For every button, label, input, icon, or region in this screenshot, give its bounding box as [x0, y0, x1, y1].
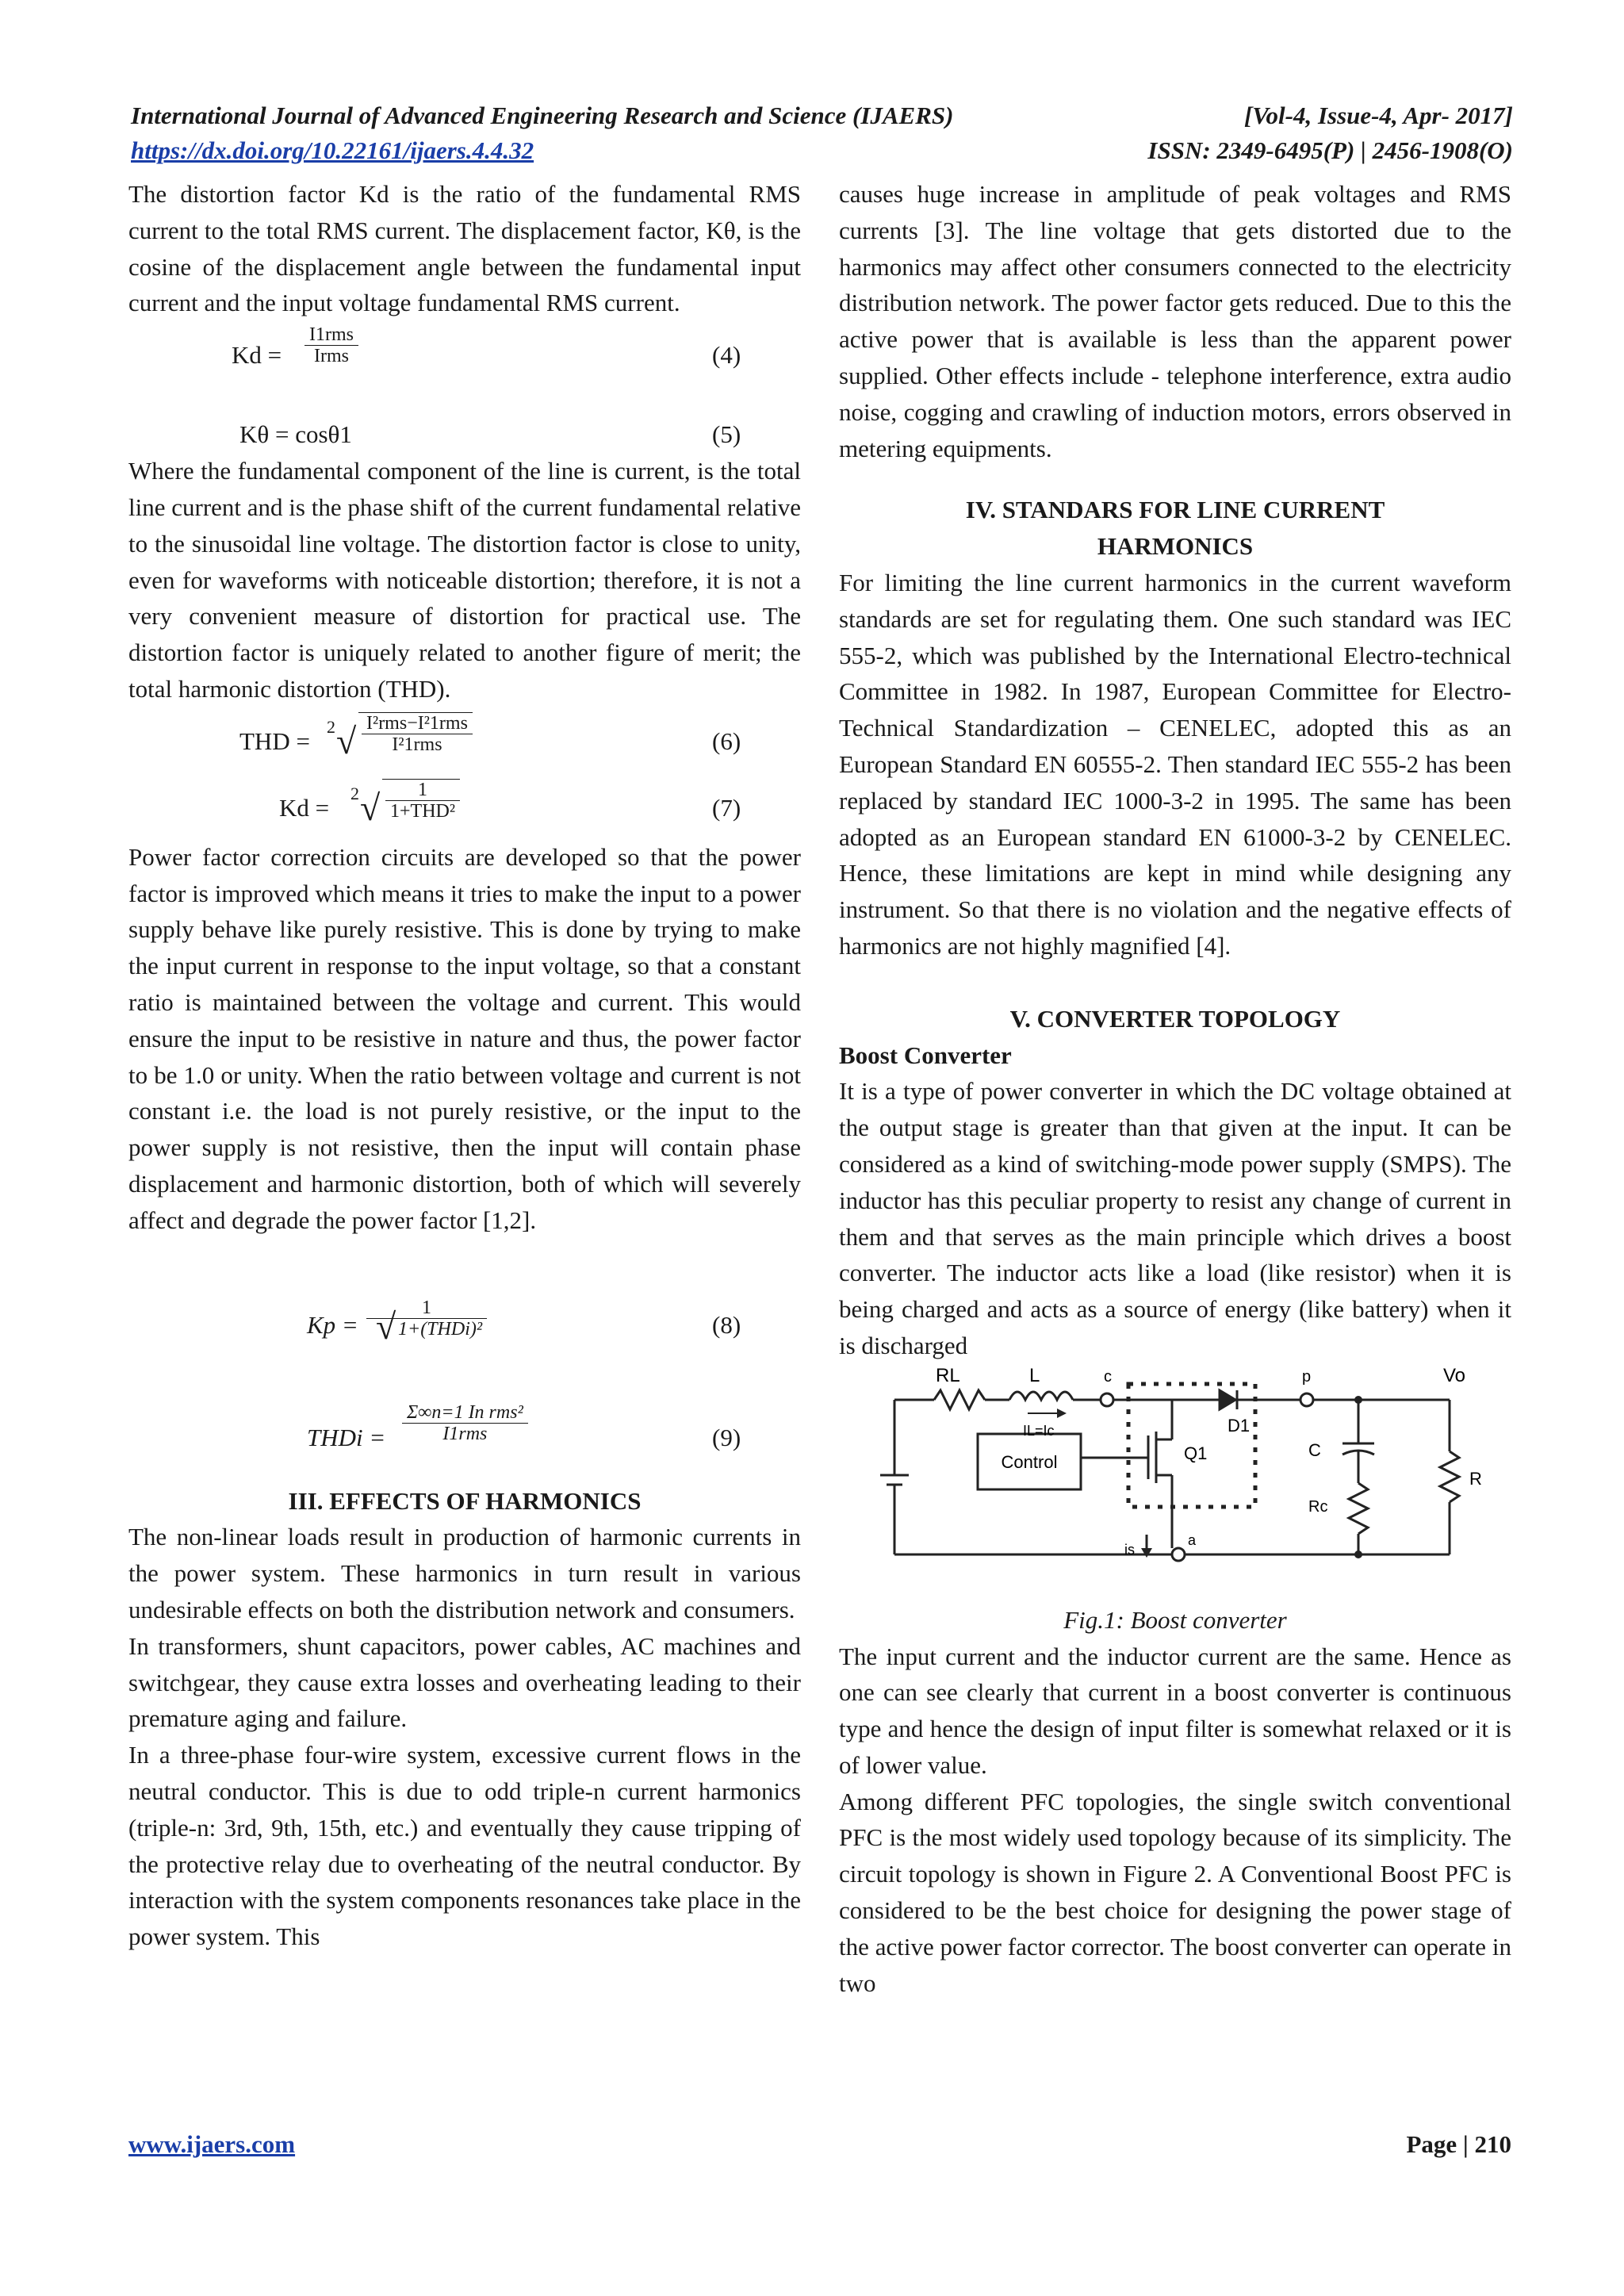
numerator: Σ∞n=1 In rms²: [402, 1402, 528, 1424]
equation-fraction: [402, 1402, 528, 1444]
denominator: 1+(THDi)²: [398, 1318, 483, 1340]
equation-lhs: Kd =: [232, 341, 282, 370]
label-rl: RL: [936, 1364, 960, 1386]
equation-fraction: [382, 779, 460, 822]
boost-converter-diagram: [839, 1364, 1511, 1602]
equation-4: [128, 321, 801, 389]
section-heading-cont: HARMONICS: [1097, 532, 1254, 561]
website-link[interactable]: www.ijaers.com: [128, 2130, 296, 2158]
label-is: is: [1124, 1541, 1135, 1558]
equation-lhs: Kθ = cosθ1: [239, 420, 352, 449]
label-a-node: a: [1188, 1531, 1197, 1548]
equation-7: [128, 776, 801, 839]
paragraph: Power factor correction circuits are developed so that the power factor is improved which means it tries to make the input to a power supply behave like purely resistive. This is done by trying to make the input current in response to the input voltage, so that a constant ratio is maintained between the voltage and current. This would ensure the input to be resistive in nature and thus, the power factor to be 1.0 or unity. When the ratio between voltage and current is not constant i.e. the load is not purely resistive, or the input to the power supply is not resistive, then the input will contain phase displacement and harmonic distortion, both of which will severely affect and degrade the power factor [1,2].: [128, 842, 801, 1234]
equation-lhs: THD =: [239, 726, 310, 755]
right-column: [839, 176, 1511, 2001]
numerator: I1rms: [304, 324, 358, 346]
radical-sign: √: [360, 787, 381, 828]
figure-caption: Fig.1: Boost converter: [1063, 1605, 1287, 1634]
radical-sign: √: [336, 720, 357, 761]
denominator: 1+THD²: [390, 800, 456, 822]
diode-d1: [1220, 1390, 1235, 1409]
issn: ISSN: 2349-6495(P) | 2456-1908(O): [1147, 136, 1513, 164]
equation-number: (8): [712, 1310, 741, 1339]
root-index: 2: [327, 716, 335, 737]
subsection-heading: Boost Converter: [839, 1041, 1012, 1069]
paragraph: It is a type of power converter in which the DC voltage obtained at the output stage is greater than that given at the input. It can be considered as a kind of switching-mode power supply (SMPS). The inductor has this peculiar property to resist any change of current in them and that serves as the main principle which drives a boost converter. The inductor acts like a load (like resistor) when it is being charged and acts as a source of energy (like battery) when it is discharged: [839, 1077, 1511, 1359]
equation-number: (7): [712, 793, 741, 822]
equation-6: [128, 707, 801, 776]
label-c-node: c: [1104, 1367, 1112, 1386]
journal-title: International Journal of Advanced Engineering Research and Science (IJAERS): [131, 102, 954, 129]
numerator: I²rms−I²1rms: [362, 713, 473, 734]
denominator: Irms: [314, 346, 349, 367]
label-l: L: [1029, 1364, 1040, 1386]
label-vo: Vo: [1443, 1364, 1466, 1386]
label-il: IL=Ic: [1023, 1422, 1055, 1439]
page-number: Page | 210: [1406, 2130, 1511, 2158]
resistor-r: [1440, 1451, 1459, 1502]
paragraph: causes huge increase in amplitude of peak voltages and RMS currents [3]. The line voltage that gets distorted due to the harmonics may affect other consumers connected to the electricity distribution network. The power factor gets reduced. Due to this the active power that is available is less than the apparent power supplied. Other effects include - telephone interference, extra audio noise, cogging and crawling of induction motors, errors observed in metering equipments.: [839, 180, 1511, 462]
section-heading: IV. STANDARS FOR LINE CURRENT: [965, 496, 1385, 524]
radical-sign: √: [376, 1305, 396, 1347]
equation-number: (5): [712, 420, 741, 449]
root-index: 2: [350, 783, 359, 803]
equation-fraction: [358, 712, 473, 755]
equation-fraction: [366, 1297, 487, 1340]
label-p-node: p: [1302, 1367, 1312, 1386]
resistor-rl: [934, 1390, 985, 1409]
resistor-rc: [1349, 1483, 1368, 1534]
paragraph: The distortion factor Kd is the ratio of the fundamental RMS current to the total RMS current. The displacement factor, Kθ, is the cosine of the displacement angle between the fundamental input current and the input voltage fundamental RMS current.: [128, 180, 801, 317]
left-column: [128, 176, 801, 1955]
equation-9: [128, 1397, 801, 1469]
equation-fraction: [304, 324, 358, 366]
label-r: R: [1469, 1468, 1482, 1489]
paragraph: In a three-phase four-wire system, excessive current flows in the neutral conductor. This is due to odd triple-n current harmonics (triple-n: 3rd, 9th, 15th, etc.) and eventually they cause tripping of the protective relay due to overheating of the neutral conductor. By interaction with the system components resonances take place in the power system. This: [128, 1741, 801, 1951]
numerator: 1: [385, 780, 460, 801]
section-heading: V. CONVERTER TOPOLOGY: [1009, 1004, 1341, 1033]
label-c: C: [1308, 1439, 1321, 1460]
equation-number: (9): [712, 1423, 741, 1451]
paragraph: Among different PFC topologies, the single switch conventional PFC is the most widely used topology because of its simplicity. The circuit topology is shown in Figure 2. A Conventional Boost PFC is considered to be the best choice for designing the power stage of the active power factor corrector. The boost converter can operate in two: [839, 1787, 1511, 1997]
equation-lhs: Kp =: [307, 1310, 358, 1339]
paragraph: The input current and the inductor current are the same. Hence as one can see clearly that current in a boost converter is continuous type and hence the design of input filter is somewhat relaxed or it is of lower value.: [839, 1642, 1511, 1779]
equation-number: (4): [712, 341, 741, 370]
numerator: 1: [366, 1297, 487, 1319]
volume-info: [Vol-4, Issue-4, Apr- 2017]: [1243, 102, 1513, 129]
section-heading: III. EFFECTS OF HARMONICS: [288, 1486, 642, 1515]
equation-number: (6): [712, 726, 741, 755]
equation-8: [128, 1294, 801, 1358]
denominator: I1rms: [442, 1423, 488, 1444]
equation-lhs: Kd =: [279, 793, 330, 822]
label-d1: D1: [1228, 1415, 1251, 1435]
inductor-l: [1009, 1392, 1073, 1400]
paragraph: The non-linear loads result in production of harmonic currents in the power system. These harmonics in turn result in various undesirable effects on both the distribution network and consumers.: [128, 1523, 801, 1623]
equation-lhs: THDi =: [307, 1423, 386, 1451]
label-control: Control: [1001, 1451, 1058, 1472]
label-q1: Q1: [1184, 1443, 1208, 1463]
paragraph: For limiting the line current harmonics in the current waveform standards are set for regulating them. One such standard was IEC 555-2, which was published by the International Electro-technical Committee in 1982. In 1987, European Committee for Electro-Technical Standardization – CENELEC, adopted this as an European Standard EN 60555-2. Then standard IEC 555-2 has been replaced by standard IEC 1000-3-2 in 1995. The same has been adopted as an European standard EN 61000-3-2 by CENELEC. Hence, these limitations are kept in mind while designing any instrument. So that there is no violation and the negative effects of harmonics are not highly magnified [4].: [839, 568, 1511, 960]
paragraph: Where the fundamental component of the line is current, is the total line current and is the phase shift of the current fundamental relative to the sinusoidal line voltage. The distortion factor is close to unity, even for waveforms with noticeable distortion; therefore, it is not a very convenient measure of distortion for practical use. The distortion factor is uniquely related to another figure of merit; the total harmonic distortion (THD).: [128, 457, 801, 703]
label-rc: Rc: [1308, 1497, 1328, 1516]
doi-link[interactable]: https://dx.doi.org/10.22161/ijaers.4.4.32: [131, 136, 534, 164]
equation-5: [128, 416, 801, 453]
paragraph: In transformers, shunt capacitors, power cables, AC machines and switchgear, they cause extra losses and overheating leading to their premature aging and failure.: [128, 1631, 801, 1733]
denominator: I²1rms: [392, 734, 442, 755]
